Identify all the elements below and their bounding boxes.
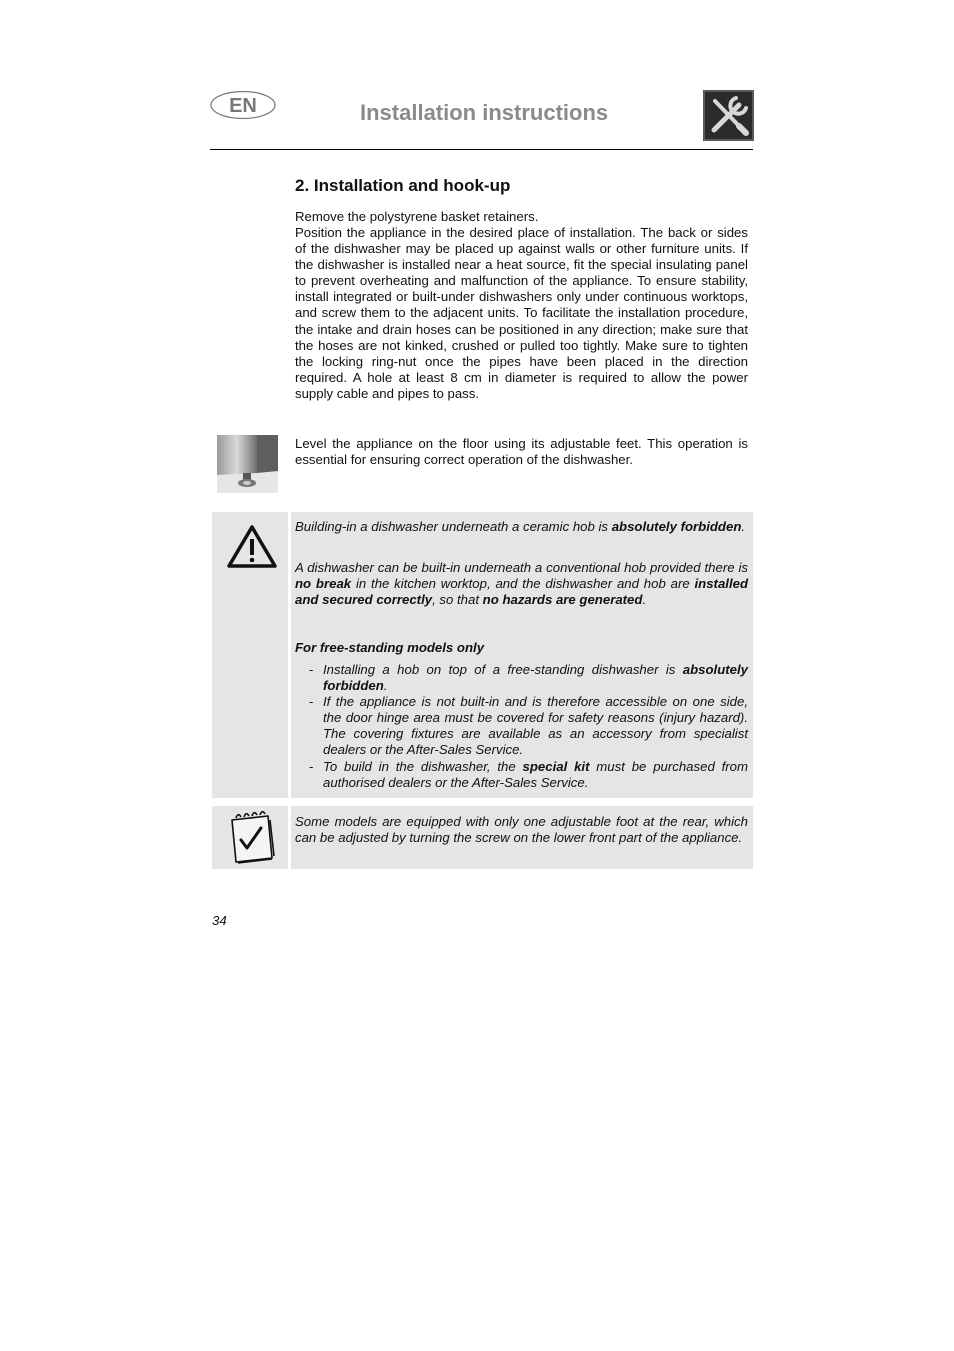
note-box [291, 806, 753, 869]
notepad-check-icon [212, 806, 288, 869]
warning-icon-cell [212, 512, 288, 798]
list-item: - Installing a hob on top of a free-standing dishwasher is absolutely forbidden. [309, 662, 748, 694]
section-heading: 2. Installation and hook-up [295, 176, 511, 195]
note-text: Some models are equipped with only one adjustable foot at the rear, which can be adjusted by turning the screw on the lower front part of the appliance. [295, 814, 748, 846]
leveling-paragraph: Level the appliance on the floor using its adjustable feet. This operation is essential for ensuring correct operation of the dishwasher. [295, 436, 748, 468]
header-divider [210, 149, 753, 150]
warning-paragraph-ceramic-hob: Building-in a dishwasher underneath a ceramic hob is absolutely forbidden. [295, 519, 746, 534]
warning-box [291, 512, 753, 798]
warning-subheading: For free-standing models only [295, 640, 485, 655]
wrench-screwdriver-icon [703, 90, 754, 141]
list-item: - To build in the dishwasher, the special kit must be purchased from authorised dealers or the After-Sales Service. [309, 759, 748, 791]
intro-paragraph: Remove the polystyrene basket retainers. [295, 209, 539, 224]
note-icon-cell [212, 806, 288, 869]
installation-paragraph: Position the appliance in the desired place of installation. The back or sides of the dishwasher may be placed up against walls or other furniture units. If the dishwasher is installed near a heat source, fit the special insulating panel to prevent overheating and malfunction of the appliance. To ensure stability, install integrated or built-under dishwashers only under continuous worktops, and screw them to the adjacent units. To facilitate the installation procedure, the intake and drain hoses can be positioned in any direction; make sure that the hoses are not kinked, crushed or pulled too tightly. Make sure to tighten the locking ring-nut once the pipes have been placed in the direction required. A hole at least 8 cm in diameter is required to allow the power supply cable and pipes to pass. [295, 225, 748, 401]
list-item: - If the appliance is not built-in and is therefore accessible on one side, the door hinge area must be covered for safety reasons (injury hazard). The covering fixtures are available as an accessory from specialist dealers or the After-Sales Service. [309, 694, 748, 758]
warning-paragraph-conventional-hob: A dishwasher can be built-in underneath a conventional hob provided there is no break in the kitchen worktop, and the dishwasher and hob are installed and secured correctly, so that no hazards are generated. [295, 560, 748, 608]
language-badge [210, 90, 276, 120]
page-title: Installation instructions [360, 100, 609, 125]
page-number: 34 [212, 913, 227, 928]
warning-triangle-icon [212, 512, 288, 582]
language-badge-text: EN [229, 95, 257, 117]
adjustable-foot-icon [217, 435, 278, 493]
